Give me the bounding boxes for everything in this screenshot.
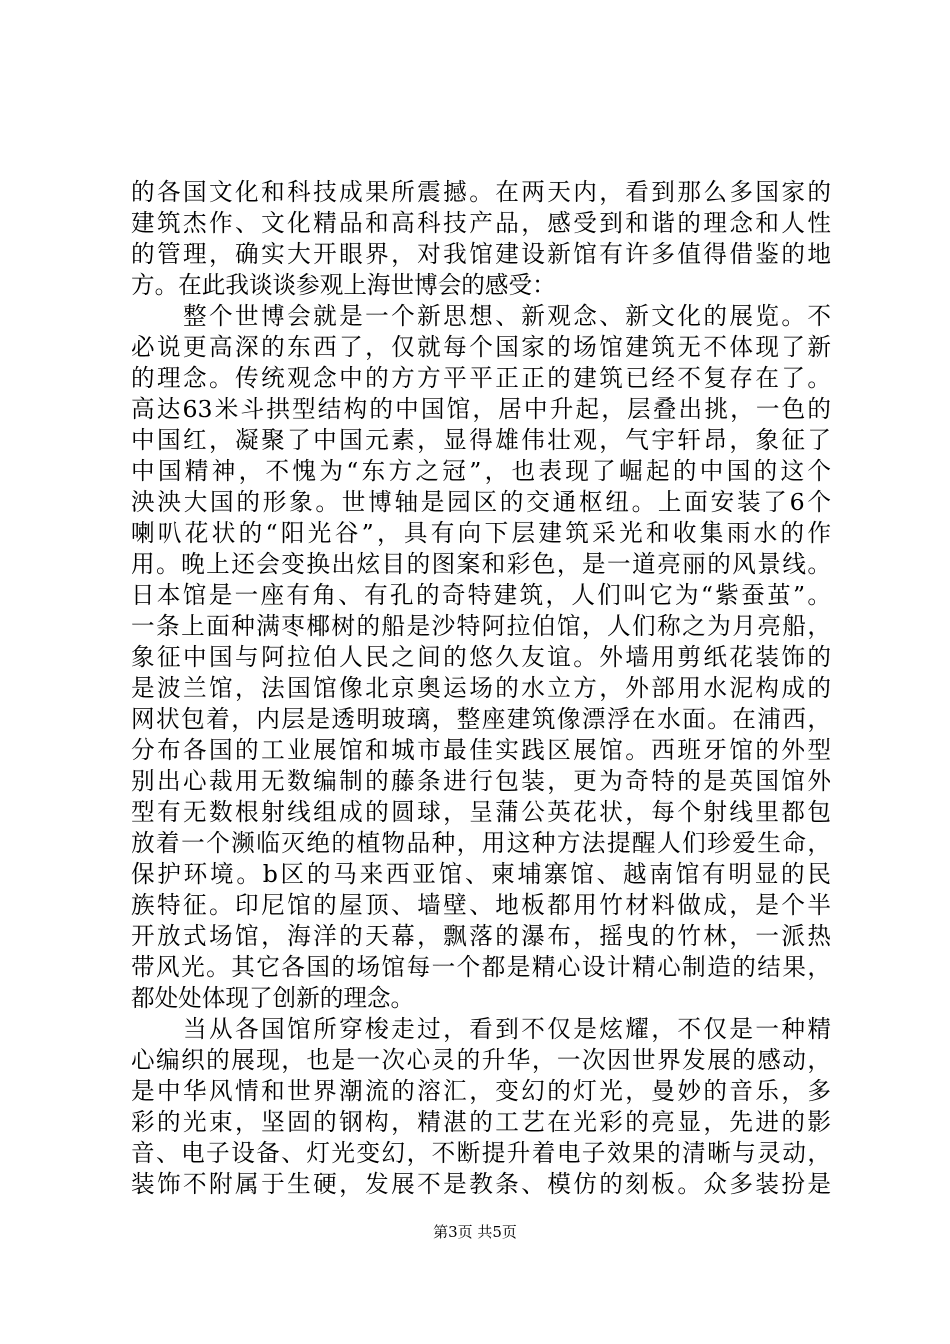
body-text-line: 保护环境。b区的马来西亚馆、柬埔寨馆、越南馆有明显的民: [131, 860, 831, 888]
body-text-line: 别出心裁用无数编制的藤条进行包装，更为奇特的是英国馆外: [131, 767, 831, 795]
body-text-line: 中国精神，不愧为“东方之冠”，也表现了崛起的中国的这个: [131, 457, 831, 485]
body-text-line: 网状包着，内层是透明玻璃，整座建筑像漂浮在水面。在浦西，: [131, 705, 831, 733]
body-text-line: 装饰不附属于生硬，发展不是教条、模仿的刻板。众多装扮是: [131, 1170, 831, 1198]
body-text-line: 是中华风情和世界潮流的溶汇，变幻的灯光，曼妙的音乐，多: [131, 1077, 831, 1105]
body-text-line: 必说更高深的东西了，仅就每个国家的场馆建筑无不体现了新: [131, 333, 831, 361]
body-text-line: 心编织的展现，也是一次心灵的升华，一次因世界发展的感动，: [131, 1046, 831, 1074]
body-text-line: 泱泱大国的形象。世博轴是园区的交通枢纽。上面安装了6个: [131, 488, 831, 516]
body-text-line: 音、电子设备、灯光变幻，不断提升着电子效果的清晰与灵动，: [131, 1139, 831, 1167]
body-text-line: 带风光。其它各国的场馆每一个都是精心设计精心制造的结果，: [131, 953, 831, 981]
body-text-line: 方。在此我谈谈参观上海世博会的感受：: [131, 271, 556, 299]
body-text-line: 放着一个濒临灭绝的植物品种，用这种方法提醒人们珍爱生命，: [131, 829, 831, 857]
body-text-line: 整个世博会就是一个新思想、新观念、新文化的展览。不: [183, 302, 831, 330]
body-text-line: 开放式场馆，海洋的天幕，飘落的瀑布，摇曳的竹林，一派热: [131, 922, 831, 950]
body-text-line: 都处处体现了创新的理念。: [131, 984, 415, 1012]
body-text-line: 彩的光束，坚固的钢构，精湛的工艺在光彩的亮显，先进的影: [131, 1108, 831, 1136]
body-text-line: 是波兰馆，法国馆像北京奥运场的水立方，外部用水泥构成的: [131, 674, 831, 702]
body-text-line: 分布各国的工业展馆和城市最佳实践区展馆。西班牙馆的外型: [131, 736, 831, 764]
page-number-footer: 第3页 共5页: [433, 1223, 517, 1241]
body-text-line: 的理念。传统观念中的方方平平正正的建筑已经不复存在了。: [131, 364, 831, 392]
body-text-line: 建筑杰作、文化精品和高科技产品，感受到和谐的理念和人性: [131, 209, 831, 237]
body-text-line: 一条上面种满枣椰树的船是沙特阿拉伯馆，人们称之为月亮船，: [131, 612, 831, 640]
body-text-line: 象征中国与阿拉伯人民之间的悠久友谊。外墙用剪纸花装饰的: [131, 643, 831, 671]
body-text-line: 日本馆是一座有角、有孔的奇特建筑，人们叫它为“紫蚕茧”。: [131, 581, 831, 609]
body-text-line: 型有无数根射线组成的圆球，呈蒲公英花状，每个射线里都包: [131, 798, 831, 826]
body-text-line: 的管理，确实大开眼界，对我馆建设新馆有许多值得借鉴的地: [131, 240, 831, 268]
body-text-line: 喇叭花状的“阳光谷”，具有向下层建筑采光和收集雨水的作: [131, 519, 831, 547]
body-text-line: 中国红，凝聚了中国元素，显得雄伟壮观，气宇轩昂，象征了: [131, 426, 831, 454]
body-text-line: 族特征。印尼馆的屋顶、墙壁、地板都用竹材料做成，是个半: [131, 891, 831, 919]
body-text-line: 当从各国馆所穿梭走过，看到不仅是炫耀，不仅是一种精: [183, 1015, 831, 1043]
body-text-line: 的各国文化和科技成果所震撼。在两天内，看到那么多国家的: [131, 178, 831, 206]
body-text-line: 用。晚上还会变换出炫目的图案和彩色，是一道亮丽的风景线。: [131, 550, 831, 578]
body-text-line: 高达63米斗拱型结构的中国馆，居中升起，层叠出挑，一色的: [131, 395, 831, 423]
